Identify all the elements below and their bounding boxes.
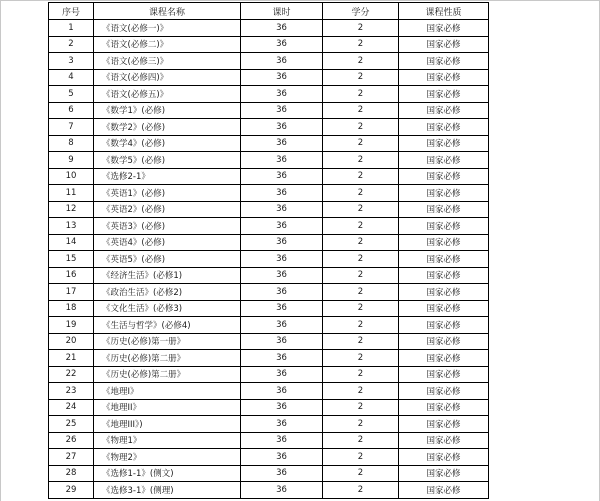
cell-credits: 2	[323, 333, 399, 350]
cell-index: 17	[49, 284, 94, 301]
cell-course-name: 《英语1》(必修)	[94, 185, 241, 202]
cell-course-name: 《地理II》	[94, 399, 241, 416]
cell-credits: 2	[323, 465, 399, 482]
cell-hours: 36	[241, 399, 323, 416]
cell-course-name: 《语文(必修四)》	[94, 69, 241, 86]
cell-index: 28	[49, 465, 94, 482]
cell-hours: 36	[241, 300, 323, 317]
table-row	[49, 366, 489, 383]
cell-credits: 2	[323, 350, 399, 367]
cell-credits: 2	[323, 251, 399, 268]
table-row	[49, 350, 489, 367]
table-row	[49, 399, 489, 416]
cell-course-name: 《数学4》(必修)	[94, 135, 241, 152]
cell-credits: 2	[323, 69, 399, 86]
cell-credits: 2	[323, 432, 399, 449]
cell-hours: 36	[241, 69, 323, 86]
table-row	[49, 383, 489, 400]
table-row	[49, 465, 489, 482]
cell-course-type: 国家必修	[399, 300, 489, 317]
cell-course-type: 国家必修	[399, 168, 489, 185]
cell-index: 10	[49, 168, 94, 185]
table-row	[49, 119, 489, 136]
cell-credits: 2	[323, 20, 399, 37]
cell-course-name: 《语文(必修一)》	[94, 20, 241, 37]
cell-course-name: 《历史(必修)第二册》	[94, 366, 241, 383]
cell-course-type: 国家必修	[399, 135, 489, 152]
cell-index: 8	[49, 135, 94, 152]
cell-index: 20	[49, 333, 94, 350]
cell-course-name: 《数学1》(必修)	[94, 102, 241, 119]
cell-course-type: 国家必修	[399, 482, 489, 499]
table-row	[49, 201, 489, 218]
cell-credits: 2	[323, 185, 399, 202]
cell-hours: 36	[241, 267, 323, 284]
cell-index: 2	[49, 36, 94, 53]
cell-index: 13	[49, 218, 94, 235]
cell-course-type: 国家必修	[399, 119, 489, 136]
cell-course-name: 《经济生活》(必修1)	[94, 267, 241, 284]
table-row	[49, 152, 489, 169]
cell-hours: 36	[241, 333, 323, 350]
cell-index: 6	[49, 102, 94, 119]
cell-index: 29	[49, 482, 94, 499]
cell-hours: 36	[241, 366, 323, 383]
cell-credits: 2	[323, 399, 399, 416]
table-row	[49, 234, 489, 251]
cell-course-name: 《数学5》(必修)	[94, 152, 241, 169]
cell-index: 11	[49, 185, 94, 202]
cell-hours: 36	[241, 383, 323, 400]
cell-credits: 2	[323, 86, 399, 103]
cell-course-type: 国家必修	[399, 432, 489, 449]
cell-index: 16	[49, 267, 94, 284]
table-row	[49, 69, 489, 86]
cell-course-type: 国家必修	[399, 416, 489, 433]
cell-hours: 36	[241, 317, 323, 334]
cell-index: 12	[49, 201, 94, 218]
cell-index: 1	[49, 20, 94, 37]
cell-index: 21	[49, 350, 94, 367]
cell-course-name: 《选修2-1》	[94, 168, 241, 185]
cell-course-type: 国家必修	[399, 218, 489, 235]
cell-credits: 2	[323, 102, 399, 119]
cell-hours: 36	[241, 168, 323, 185]
cell-credits: 2	[323, 152, 399, 169]
cell-course-type: 国家必修	[399, 399, 489, 416]
table-row	[49, 333, 489, 350]
table-row	[49, 102, 489, 119]
cell-course-type: 国家必修	[399, 36, 489, 53]
cell-course-name: 《物理2》	[94, 449, 241, 466]
header-hours: 课时	[241, 3, 323, 20]
cell-course-type: 国家必修	[399, 350, 489, 367]
table-row	[49, 416, 489, 433]
cell-hours: 36	[241, 20, 323, 37]
header-index: 序号	[49, 3, 94, 20]
cell-index: 27	[49, 449, 94, 466]
cell-index: 25	[49, 416, 94, 433]
cell-course-type: 国家必修	[399, 53, 489, 70]
cell-credits: 2	[323, 317, 399, 334]
cell-course-name: 《语文(必修三)》	[94, 53, 241, 70]
table-row	[49, 251, 489, 268]
cell-index: 19	[49, 317, 94, 334]
cell-course-type: 国家必修	[399, 366, 489, 383]
cell-index: 5	[49, 86, 94, 103]
cell-credits: 2	[323, 284, 399, 301]
frame-border-left	[0, 0, 1, 501]
cell-hours: 36	[241, 218, 323, 235]
cell-index: 23	[49, 383, 94, 400]
cell-hours: 36	[241, 36, 323, 53]
cell-course-type: 国家必修	[399, 102, 489, 119]
cell-credits: 2	[323, 218, 399, 235]
table-row	[49, 284, 489, 301]
cell-course-type: 国家必修	[399, 234, 489, 251]
cell-course-type: 国家必修	[399, 69, 489, 86]
cell-course-type: 国家必修	[399, 317, 489, 334]
cell-course-name: 《政治生活》(必修2)	[94, 284, 241, 301]
cell-course-type: 国家必修	[399, 86, 489, 103]
cell-course-name: 《地理III》)	[94, 416, 241, 433]
header-course-name: 课程名称	[94, 3, 241, 20]
cell-credits: 2	[323, 366, 399, 383]
cell-credits: 2	[323, 53, 399, 70]
table-row	[49, 218, 489, 235]
cell-course-name: 《选修1-1》(侧文)	[94, 465, 241, 482]
cell-course-name: 《历史(必修)第二册》	[94, 350, 241, 367]
cell-hours: 36	[241, 284, 323, 301]
cell-course-name: 《英语4》(必修)	[94, 234, 241, 251]
header-course-type: 课程性质	[399, 3, 489, 20]
course-table	[48, 2, 489, 499]
cell-course-name: 《地理I》	[94, 383, 241, 400]
cell-hours: 36	[241, 416, 323, 433]
cell-hours: 36	[241, 234, 323, 251]
cell-course-type: 国家必修	[399, 185, 489, 202]
table-row	[49, 300, 489, 317]
course-table-container	[48, 2, 489, 499]
cell-course-type: 国家必修	[399, 383, 489, 400]
cell-course-name: 《语文(必修二)》	[94, 36, 241, 53]
cell-course-name: 《英语3》(必修)	[94, 218, 241, 235]
cell-hours: 36	[241, 465, 323, 482]
cell-hours: 36	[241, 102, 323, 119]
cell-credits: 2	[323, 168, 399, 185]
cell-course-name: 《数学2》(必修)	[94, 119, 241, 136]
cell-course-type: 国家必修	[399, 251, 489, 268]
cell-course-name: 《英语2》(必修)	[94, 201, 241, 218]
cell-index: 18	[49, 300, 94, 317]
cell-credits: 2	[323, 234, 399, 251]
cell-hours: 36	[241, 135, 323, 152]
cell-hours: 36	[241, 350, 323, 367]
table-row	[49, 482, 489, 499]
table-header-row	[49, 3, 489, 20]
cell-hours: 36	[241, 185, 323, 202]
cell-index: 7	[49, 119, 94, 136]
cell-course-name: 《英语5》(必修)	[94, 251, 241, 268]
cell-course-name: 《语文(必修五)》	[94, 86, 241, 103]
cell-hours: 36	[241, 449, 323, 466]
cell-index: 24	[49, 399, 94, 416]
cell-course-type: 国家必修	[399, 201, 489, 218]
cell-course-name: 《文化生活》(必修3)	[94, 300, 241, 317]
cell-course-name: 《物理1》	[94, 432, 241, 449]
table-row	[49, 432, 489, 449]
table-row	[49, 185, 489, 202]
table-row	[49, 20, 489, 37]
cell-hours: 36	[241, 251, 323, 268]
table-body	[49, 20, 489, 499]
cell-course-name: 《历史(必修)第一册》	[94, 333, 241, 350]
cell-course-type: 国家必修	[399, 267, 489, 284]
table-row	[49, 168, 489, 185]
cell-credits: 2	[323, 119, 399, 136]
cell-hours: 36	[241, 432, 323, 449]
table-row	[49, 135, 489, 152]
cell-credits: 2	[323, 449, 399, 466]
cell-index: 9	[49, 152, 94, 169]
cell-hours: 36	[241, 482, 323, 499]
header-credits: 学分	[323, 3, 399, 20]
cell-credits: 2	[323, 300, 399, 317]
cell-course-type: 国家必修	[399, 20, 489, 37]
table-row	[49, 267, 489, 284]
table-row	[49, 317, 489, 334]
table-row	[49, 449, 489, 466]
cell-course-type: 国家必修	[399, 152, 489, 169]
cell-index: 3	[49, 53, 94, 70]
cell-index: 15	[49, 251, 94, 268]
cell-credits: 2	[323, 416, 399, 433]
cell-credits: 2	[323, 482, 399, 499]
cell-hours: 36	[241, 201, 323, 218]
cell-index: 4	[49, 69, 94, 86]
cell-hours: 36	[241, 53, 323, 70]
cell-course-type: 国家必修	[399, 284, 489, 301]
table-row	[49, 53, 489, 70]
cell-course-name: 《选修3-1》(侧理)	[94, 482, 241, 499]
table-row	[49, 86, 489, 103]
cell-credits: 2	[323, 36, 399, 53]
cell-credits: 2	[323, 201, 399, 218]
cell-hours: 36	[241, 119, 323, 136]
cell-course-type: 国家必修	[399, 449, 489, 466]
cell-index: 22	[49, 366, 94, 383]
frame-border-top	[0, 0, 600, 1]
cell-credits: 2	[323, 267, 399, 284]
table-row	[49, 36, 489, 53]
cell-course-type: 国家必修	[399, 333, 489, 350]
cell-index: 14	[49, 234, 94, 251]
cell-hours: 36	[241, 86, 323, 103]
cell-credits: 2	[323, 383, 399, 400]
cell-hours: 36	[241, 152, 323, 169]
cell-course-name: 《生活与哲学》(必修4)	[94, 317, 241, 334]
cell-course-type: 国家必修	[399, 465, 489, 482]
cell-index: 26	[49, 432, 94, 449]
cell-credits: 2	[323, 135, 399, 152]
